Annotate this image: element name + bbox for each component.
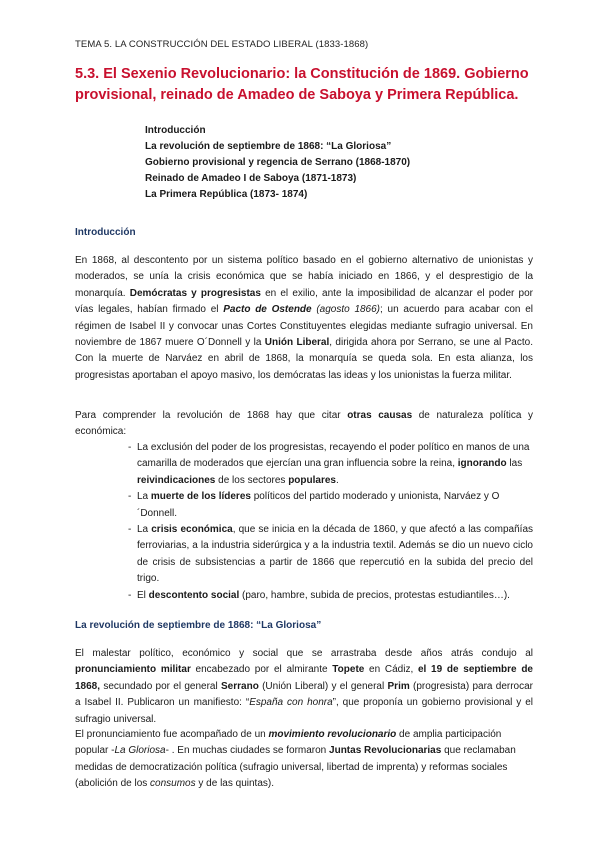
intro-paragraph-2: Para comprender la revolución de 1868 hay que citar otras causas de naturaleza política y económica: xyxy=(75,410,534,438)
list-item: - El descontento social (paro, hambre, subida de precios, protestas estudiantiles…). xyxy=(128,589,510,601)
toc-item: Gobierno provisional y regencia de Serrano (1868-1870) xyxy=(145,157,411,168)
table-of-contents xyxy=(145,123,410,203)
running-header: TEMA 5. LA CONSTRUCCIÓN DEL ESTADO LIBERAL (1833-1868) xyxy=(75,39,369,50)
toc-item: La Primera República (1873- 1874) xyxy=(145,189,308,200)
gloriosa-paragraph-2: El pronunciamiento fue acompañado de un movimiento revolucionario de amplia participación popular -La Gloriosa- . En muchas ciudades se formaron Juntas Revolucionarias que reclamaban medidas de democratización política (sufragio universal, libertad de imprenta) y reformas sociales (abolición de los consumos y de las quintas). xyxy=(75,729,516,790)
causes-list xyxy=(128,440,533,604)
section-heading-gloriosa: La revolución de septiembre de 1868: “La Gloriosa” xyxy=(75,620,322,631)
list-item: - La muerte de los líderes políticos del partido moderado y unionista, Narváez y O´Donnell. xyxy=(128,491,500,519)
list-item: - La exclusión del poder de los progresistas, recayendo el poder político en manos de una camarilla de moderados que ejercían una gran influencia sobre la reina, ignorando las reivindicaciones de los sectores populares. xyxy=(128,442,530,486)
section-heading-intro: Introducción xyxy=(75,227,136,238)
intro-paragraph-1: En 1868, al descontento por un sistema político basado en el gobierno alternativo de unionistas y moderados, se unía la crisis económica que se había iniciado en 1866, y el desprestigio de la monarquía. Demócratas y progresistas en el exilio, ante la imposibilidad de alcanzar el poder por vías legales, habían firmado el Pacto de Ostende (agosto 1866); un acuerdo para acabar con el régimen de Isabel II y convocar unas Cortes Constituyentes elegidas mediante sufragio universal. En noviembre de 1867 muere O´Donnell y la Unión Liberal, dirigida ahora por Serrano, se une al Pacto. Con la muerte de Narváez en abril de 1868, la monarquía se queda sola. En esta alianza, los progresistas aportaban el apoyo masivo, los demócratas las ideas y los unionistas la fuerza militar. xyxy=(75,255,533,381)
gloriosa-paragraph-1: El malestar político, económico y social que se arrastraba desde años atrás condujo al pronunciamiento militar encabezado por el almirante Topete en Cádiz, el 19 de septiembre de 1868, secundado por el general Serrano (Unión Liberal) y el general Prim (progresista) para derrocar a Isabel II. Publicaron un manifiesto: “España con honra”, que proponía un gobierno provisional y el sufragio universal. xyxy=(75,648,534,725)
list-item: - La crisis económica, que se inicia en la década de 1860, y que afectó a las compañías ferroviarias, a la industria siderúrgica y a la industria textil. Además se dio un nuevo ciclo de crisis de subsistencias a partir de 1866 que repercutió en la subida del precio del trigo. xyxy=(128,524,534,585)
page-title: 5.3. El Sexenio Revolucionario: la Constitución de 1869. Gobierno provisional, reinado de Amadeo de Saboya y Primera República. xyxy=(75,66,529,103)
toc-item: Reinado de Amadeo I de Saboya (1871-1873) xyxy=(145,173,357,184)
toc-item: La revolución de septiembre de 1868: “La Gloriosa” xyxy=(145,141,392,152)
toc-item: Introducción xyxy=(145,125,206,136)
